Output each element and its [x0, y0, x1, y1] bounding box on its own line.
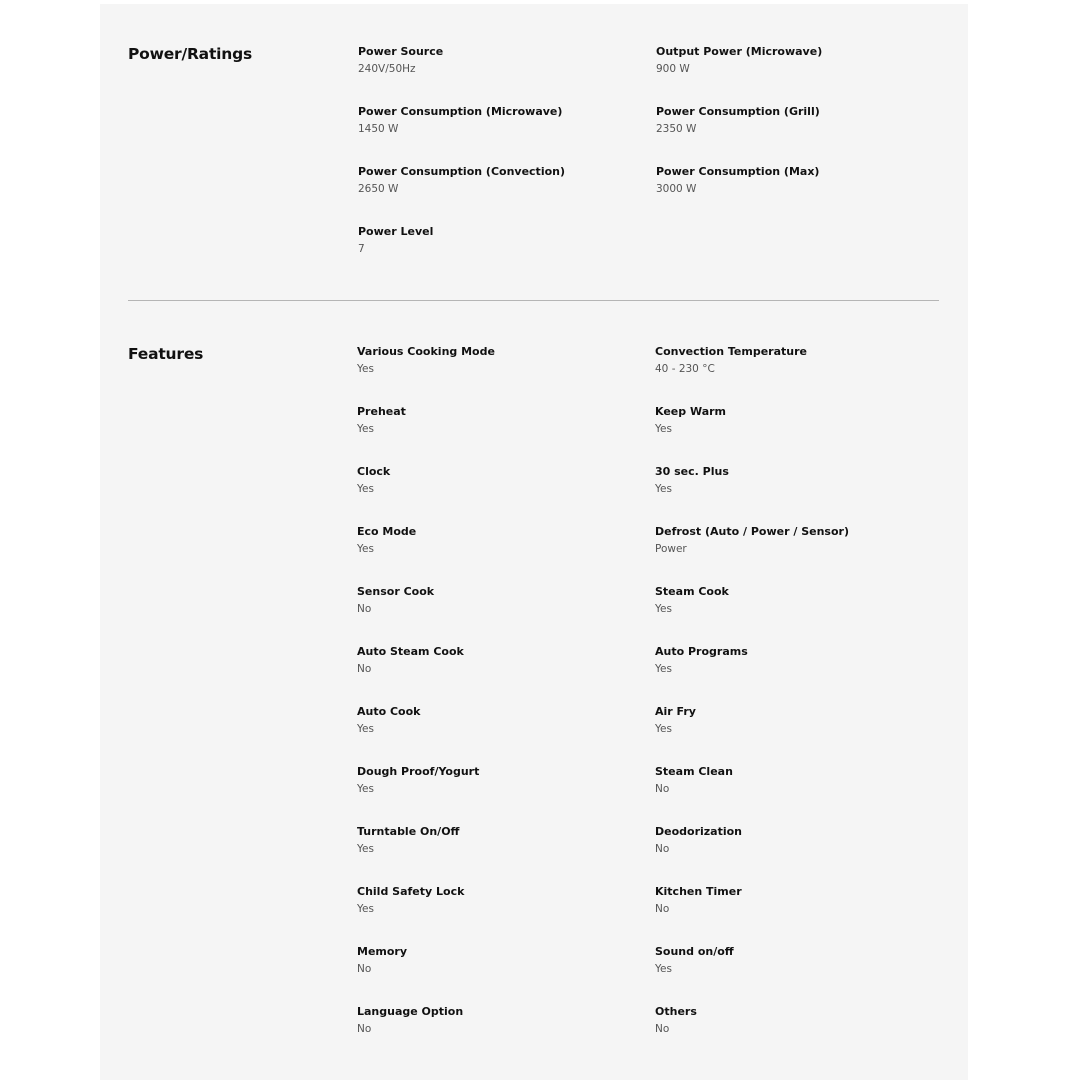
spec-power-consumption-max: [656, 165, 819, 196]
spec-label: Deodorization: [655, 825, 743, 838]
spec-label: Sound on/off: [655, 945, 734, 958]
spec-label: Various Cooking Mode: [357, 345, 495, 358]
spec-child-safety-lock: [357, 885, 464, 916]
spec-others: [655, 1005, 697, 1036]
spec-value: No: [357, 963, 372, 975]
spec-label: Language Option: [357, 1005, 464, 1018]
spec-label: Keep Warm: [655, 405, 727, 418]
spec-value: Yes: [655, 423, 672, 435]
spec-memory: [357, 945, 407, 976]
spec-value: 2350 W: [656, 123, 697, 135]
spec-value: 3000 W: [656, 183, 697, 195]
spec-power-level: [358, 225, 433, 256]
spec-label: 30 sec. Plus: [655, 465, 729, 478]
spec-label: Turntable On/Off: [357, 825, 460, 838]
spec-value: 240V/50Hz: [358, 63, 416, 75]
spec-value: Yes: [357, 843, 374, 855]
section-title-power-ratings: Power/Ratings: [128, 45, 253, 63]
spec-eco-mode: [357, 525, 416, 556]
spec-convection-temperature: [655, 345, 807, 376]
section-title-features: Features: [128, 345, 204, 363]
spec-label: Defrost (Auto / Power / Sensor): [655, 525, 849, 538]
spec-steam-clean: [655, 765, 733, 796]
spec-value: 1450 W: [358, 123, 399, 135]
spec-value: Yes: [357, 483, 374, 495]
spec-value: Yes: [357, 423, 374, 435]
spec-value: No: [655, 783, 670, 795]
spec-label: Power Consumption (Convection): [358, 165, 566, 178]
spec-various-cooking-mode: [357, 345, 495, 376]
spec-value: Yes: [357, 723, 374, 735]
spec-label: Power Consumption (Max): [656, 165, 820, 178]
spec-value: Yes: [357, 783, 374, 795]
spec-power-source: [358, 45, 443, 76]
spec-keep-warm: [655, 405, 726, 436]
spec-value: Yes: [655, 723, 672, 735]
spec-power-consumption-grill: [656, 105, 820, 136]
spec-preheat: [357, 405, 406, 436]
spec-value: 2650 W: [358, 183, 399, 195]
spec-value: Yes: [357, 903, 374, 915]
spec-label: Others: [655, 1005, 697, 1018]
spec-steam-cook: [655, 585, 729, 616]
spec-label: Auto Cook: [357, 705, 421, 718]
spec-turntable-on-off: [357, 825, 459, 856]
spec-label: Auto Steam Cook: [357, 645, 464, 658]
spec-auto-programs: [655, 645, 748, 676]
spec-power-consumption-convection: [358, 165, 565, 196]
spec-label: Memory: [357, 945, 408, 958]
spec-label: Auto Programs: [655, 645, 748, 658]
spec-label: Power Level: [358, 225, 434, 238]
spec-label: Sensor Cook: [357, 585, 435, 598]
spec-defrost: [655, 525, 849, 556]
spec-value: Yes: [357, 543, 374, 555]
spec-value: 900 W: [656, 63, 690, 75]
spec-label: Convection Temperature: [655, 345, 807, 358]
spec-value: No: [655, 843, 670, 855]
spec-value: Yes: [655, 663, 672, 675]
spec-auto-cook: [357, 705, 421, 736]
spec-language-option: [357, 1005, 463, 1036]
spec-value: Yes: [655, 603, 672, 615]
spec-auto-steam-cook: [357, 645, 464, 676]
spec-value: Yes: [357, 363, 374, 375]
spec-label: Child Safety Lock: [357, 885, 465, 898]
spec-label: Air Fry: [655, 705, 696, 718]
spec-value: Power: [655, 543, 687, 555]
spec-label: Steam Cook: [655, 585, 729, 598]
spec-value: 7: [358, 243, 365, 255]
spec-air-fry: [655, 705, 696, 736]
spec-value: No: [357, 603, 372, 615]
spec-label: Dough Proof/Yogurt: [357, 765, 480, 778]
spec-label: Clock: [357, 465, 391, 478]
spec-dough-proof-yogurt: [357, 765, 479, 796]
spec-label: Eco Mode: [357, 525, 417, 538]
spec-clock: [357, 465, 390, 496]
spec-label: Kitchen Timer: [655, 885, 742, 898]
spec-value: Yes: [655, 483, 672, 495]
spec-value: Yes: [655, 963, 672, 975]
spec-label: Preheat: [357, 405, 406, 418]
spec-label: Output Power (Microwave): [656, 45, 823, 58]
spec-value: 40 - 230 °C: [655, 363, 715, 375]
spec-label: Power Consumption (Grill): [656, 105, 820, 118]
spec-output-power-microwave: [656, 45, 822, 76]
section-divider: [128, 300, 939, 301]
spec-power-consumption-microwave: [358, 105, 562, 136]
spec-value: No: [655, 903, 670, 915]
spec-sound-on-off: [655, 945, 734, 976]
spec-value: No: [357, 663, 372, 675]
spec-30-sec-plus: [655, 465, 729, 496]
spec-value: No: [655, 1023, 670, 1035]
spec-label: Steam Clean: [655, 765, 733, 778]
spec-label: Power Consumption (Microwave): [358, 105, 563, 118]
spec-value: No: [357, 1023, 372, 1035]
spec-sensor-cook: [357, 585, 434, 616]
spec-panel: [100, 4, 968, 1080]
spec-deodorization: [655, 825, 742, 856]
spec-label: Power Source: [358, 45, 444, 58]
spec-kitchen-timer: [655, 885, 742, 916]
